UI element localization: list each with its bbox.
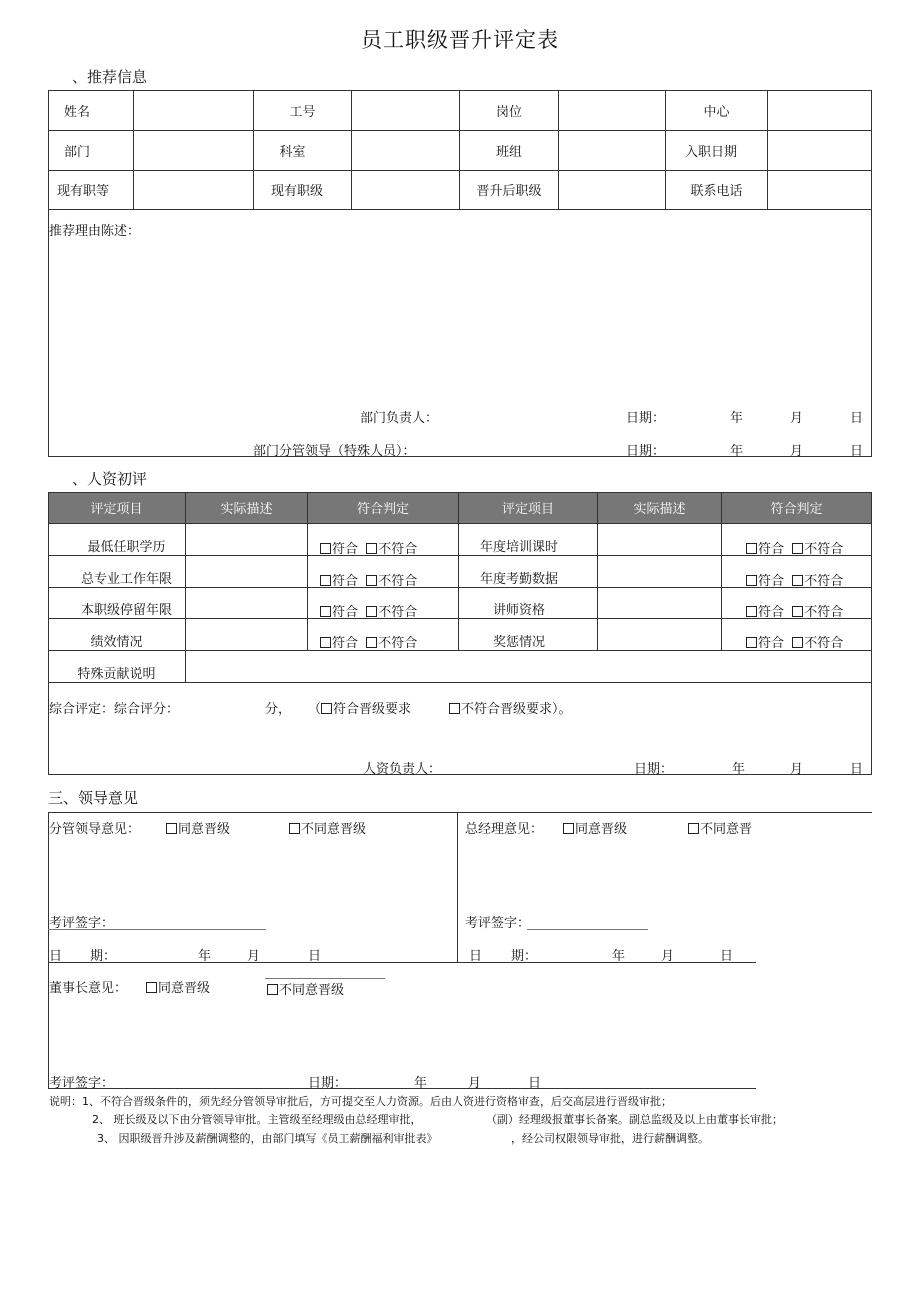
judge-pair[interactable] (746, 570, 843, 589)
special-contribution-label: 特殊贡献说明 (77, 666, 156, 682)
item-rank-years: 本职级停留年限 (80, 602, 172, 618)
vp-disagree-option[interactable] (289, 818, 366, 837)
note-line-3b: ，经公司权限领导审批，进行薪酬调整。 (511, 1132, 709, 1145)
disagree-label: 不同意晋级 (279, 983, 345, 998)
note-line-1: 说明：1、不符合晋级条件的，须先经分管领导审批后，方可提交至人力资源。后由人资进行资格审查，后交高层进行晋级审批； (49, 1095, 672, 1108)
hr-head-label: 人资负责人： (363, 762, 442, 777)
checkbox-icon[interactable] (792, 575, 803, 586)
checkbox-icon[interactable] (366, 637, 377, 648)
label-phone: 联系电话 (690, 184, 743, 199)
gm-opinion-label: 总经理意见： (465, 822, 544, 837)
label-center: 中心 (703, 104, 730, 120)
checkbox-icon[interactable] (320, 606, 331, 617)
not-meets-label: 不符合 (804, 574, 844, 589)
not-meets-label: 不符合 (804, 605, 844, 620)
disagree-label: 不同意晋 (700, 822, 753, 837)
not-meets-label: 不符合 (378, 605, 418, 620)
not-meets-requirement-label: 不符合晋级要求）。 (461, 702, 572, 717)
agree-label: 同意晋级 (575, 822, 628, 837)
judge-pair[interactable] (320, 601, 417, 620)
day-label: 日 (850, 411, 864, 426)
judge-pair[interactable] (320, 632, 417, 651)
dept-leader-label: 部门分管领导（特殊人员）： (253, 444, 416, 459)
year-label: 年 (732, 762, 746, 777)
note-line-2a: 2、 班长级及以下由分管领导审批。主管级至经理级由总经理审批， (92, 1113, 422, 1126)
note-line-2b: （副）经理级报董事长备案。副总监级及以上由董事长审批； (486, 1113, 783, 1126)
meets-label: 符合 (332, 605, 359, 620)
checkbox-icon[interactable] (792, 543, 803, 554)
label-current-rank: 现有职级 (270, 184, 323, 199)
item-min-education: 最低任职学历 (87, 539, 166, 555)
meets-label: 符合 (332, 636, 359, 651)
col-header-description: 实际描述 (220, 502, 273, 517)
item-total-years: 总专业工作年限 (80, 571, 172, 587)
judge-pair[interactable] (746, 538, 843, 557)
month-label: 月 (790, 762, 804, 777)
reason-textarea[interactable] (52, 240, 866, 400)
field-section[interactable] (352, 130, 459, 170)
judge-pair[interactable] (746, 632, 843, 651)
col-header-judgement: 符合判定 (356, 502, 409, 517)
chair-agree-option[interactable] (146, 977, 210, 996)
checkbox-icon[interactable] (320, 543, 331, 554)
meets-label: 符合 (332, 542, 359, 557)
checkbox-icon[interactable] (146, 982, 157, 993)
gm-date-qi: 期： (511, 949, 538, 964)
overall-options[interactable] (308, 698, 411, 717)
disagree-label: 不同意晋级 (301, 822, 367, 837)
vp-sign-label: 考评签字： (49, 916, 115, 931)
not-meets-label: 不符合 (378, 574, 418, 589)
item-lecturer: 讲师资格 (492, 602, 545, 618)
label-name: 姓名 (63, 104, 90, 120)
year-label: 年 (730, 411, 744, 426)
item-attendance: 年度考勤数据 (479, 571, 558, 587)
col-header-item: 评定项目 (501, 502, 554, 517)
not-meets-label: 不符合 (804, 636, 844, 651)
checkbox-icon[interactable] (746, 637, 757, 648)
field-promoted-rank[interactable] (559, 170, 665, 209)
checkbox-icon[interactable] (320, 637, 331, 648)
checkbox-icon[interactable] (563, 823, 574, 834)
checkbox-icon[interactable] (449, 703, 460, 714)
year-label: 年 (414, 1076, 428, 1091)
label-department: 部门 (63, 144, 90, 160)
date-label: 日期： (626, 411, 666, 426)
day-label: 日 (528, 1076, 542, 1091)
month-label: 月 (790, 444, 804, 459)
meets-requirement-label: 符合晋级要求 (333, 702, 412, 717)
checkbox-icon[interactable] (792, 637, 803, 648)
checkbox-icon[interactable] (366, 543, 377, 554)
day-label: 日 (850, 444, 864, 459)
judge-pair[interactable] (746, 601, 843, 620)
field-center[interactable] (768, 90, 871, 130)
item-rewards: 奖惩情况 (492, 634, 545, 650)
checkbox-icon[interactable] (746, 543, 757, 554)
vp-opinion-label: 分管领导意见： (49, 822, 141, 837)
meets-label: 符合 (758, 605, 785, 620)
field-hire-date[interactable] (768, 130, 871, 170)
meets-label: 符合 (758, 636, 785, 651)
score-unit: 分， (265, 702, 292, 717)
section-hr-heading: 、人资初评 (72, 470, 148, 488)
checkbox-icon[interactable] (166, 823, 177, 834)
not-meets-label: 不符合 (378, 542, 418, 557)
year-label: 年 (612, 949, 626, 964)
judge-pair[interactable] (320, 570, 417, 589)
vp-date-ri: 日 (49, 949, 63, 964)
vp-agree-option[interactable] (166, 818, 230, 837)
month-label: 月 (661, 949, 675, 964)
label-position: 岗位 (495, 104, 522, 120)
year-label: 年 (730, 444, 744, 459)
date-label: 日期： (634, 762, 674, 777)
checkbox-icon[interactable] (289, 823, 300, 834)
label-employee-id: 工号 (289, 104, 316, 120)
not-meets-label: 不符合 (378, 636, 418, 651)
checkbox-icon[interactable] (746, 606, 757, 617)
checkbox-icon[interactable] (366, 575, 377, 586)
not-meets-label: 不符合 (804, 542, 844, 557)
item-training-hours: 年度培训课时 (479, 539, 558, 555)
month-label: 月 (468, 1076, 482, 1091)
month-label: 月 (790, 411, 804, 426)
label-section: 科室 (279, 144, 306, 160)
agree-label: 同意晋级 (178, 822, 231, 837)
gm-agree-option[interactable] (563, 818, 627, 837)
reason-label: 推荐理由陈述： (49, 224, 141, 239)
checkbox-icon[interactable] (688, 823, 699, 834)
judge-pair[interactable] (320, 538, 417, 557)
col-header-description: 实际描述 (633, 502, 686, 517)
page-title: 员工职级晋升评定表 (361, 28, 559, 52)
day-label: 日 (850, 762, 864, 777)
chair-sign-label: 考评签字： (49, 1076, 115, 1091)
label-current-grade: 现有职等 (56, 184, 109, 199)
checkbox-icon[interactable] (267, 984, 278, 995)
note-line-3a: 3、 因职级晋升涉及薪酬调整的，由部门填写《员工薪酬福利审批表》 (97, 1132, 438, 1145)
label-hire-date: 入职日期 (684, 144, 737, 160)
checkbox-icon[interactable] (321, 703, 332, 714)
label-team: 班组 (495, 144, 522, 160)
field-team[interactable] (559, 130, 665, 170)
field-employee-id[interactable] (352, 90, 459, 130)
col-header-judgement: 符合判定 (770, 502, 823, 517)
col-header-item: 评定项目 (90, 502, 143, 517)
field-name[interactable] (134, 90, 253, 130)
section-leader-heading: 三、领导意见 (48, 789, 139, 807)
field-current-rank[interactable] (352, 170, 459, 209)
dept-head-label: 部门负责人： (360, 411, 439, 426)
meets-label: 符合 (758, 542, 785, 557)
gm-sign-label: 考评签字： (465, 916, 531, 931)
year-label: 年 (198, 949, 212, 964)
checkbox-icon[interactable] (366, 606, 377, 617)
agree-label: 同意晋级 (158, 981, 211, 996)
overall-label: 综合评定：综合评分： (49, 702, 180, 717)
vp-date-qi: 期： (90, 949, 117, 964)
field-department[interactable] (134, 130, 253, 170)
section-recommend-heading: 、推荐信息 (72, 68, 148, 86)
field-position[interactable] (559, 90, 665, 130)
checkbox-icon[interactable] (792, 606, 803, 617)
gm-date-ri: 日 (469, 949, 483, 964)
day-label: 日 (308, 949, 322, 964)
field-phone[interactable] (768, 170, 871, 209)
date-label: 日期： (626, 444, 666, 459)
overall-option-not[interactable] (449, 698, 572, 717)
gm-disagree-option[interactable] (688, 818, 752, 837)
label-promoted-rank: 晋升后职级 (476, 184, 542, 199)
day-label: 日 (720, 949, 734, 964)
paren-open: （ (308, 702, 322, 717)
meets-label: 符合 (332, 574, 359, 589)
chair-opinion-label: 董事长意见： (49, 981, 128, 996)
meets-label: 符合 (758, 574, 785, 589)
chair-disagree-option[interactable] (267, 979, 344, 998)
month-label: 月 (247, 949, 261, 964)
item-performance: 绩效情况 (90, 634, 143, 650)
field-current-grade[interactable] (134, 170, 253, 209)
checkbox-icon[interactable] (320, 575, 331, 586)
date-label: 日期： (308, 1076, 348, 1091)
checkbox-icon[interactable] (746, 575, 757, 586)
